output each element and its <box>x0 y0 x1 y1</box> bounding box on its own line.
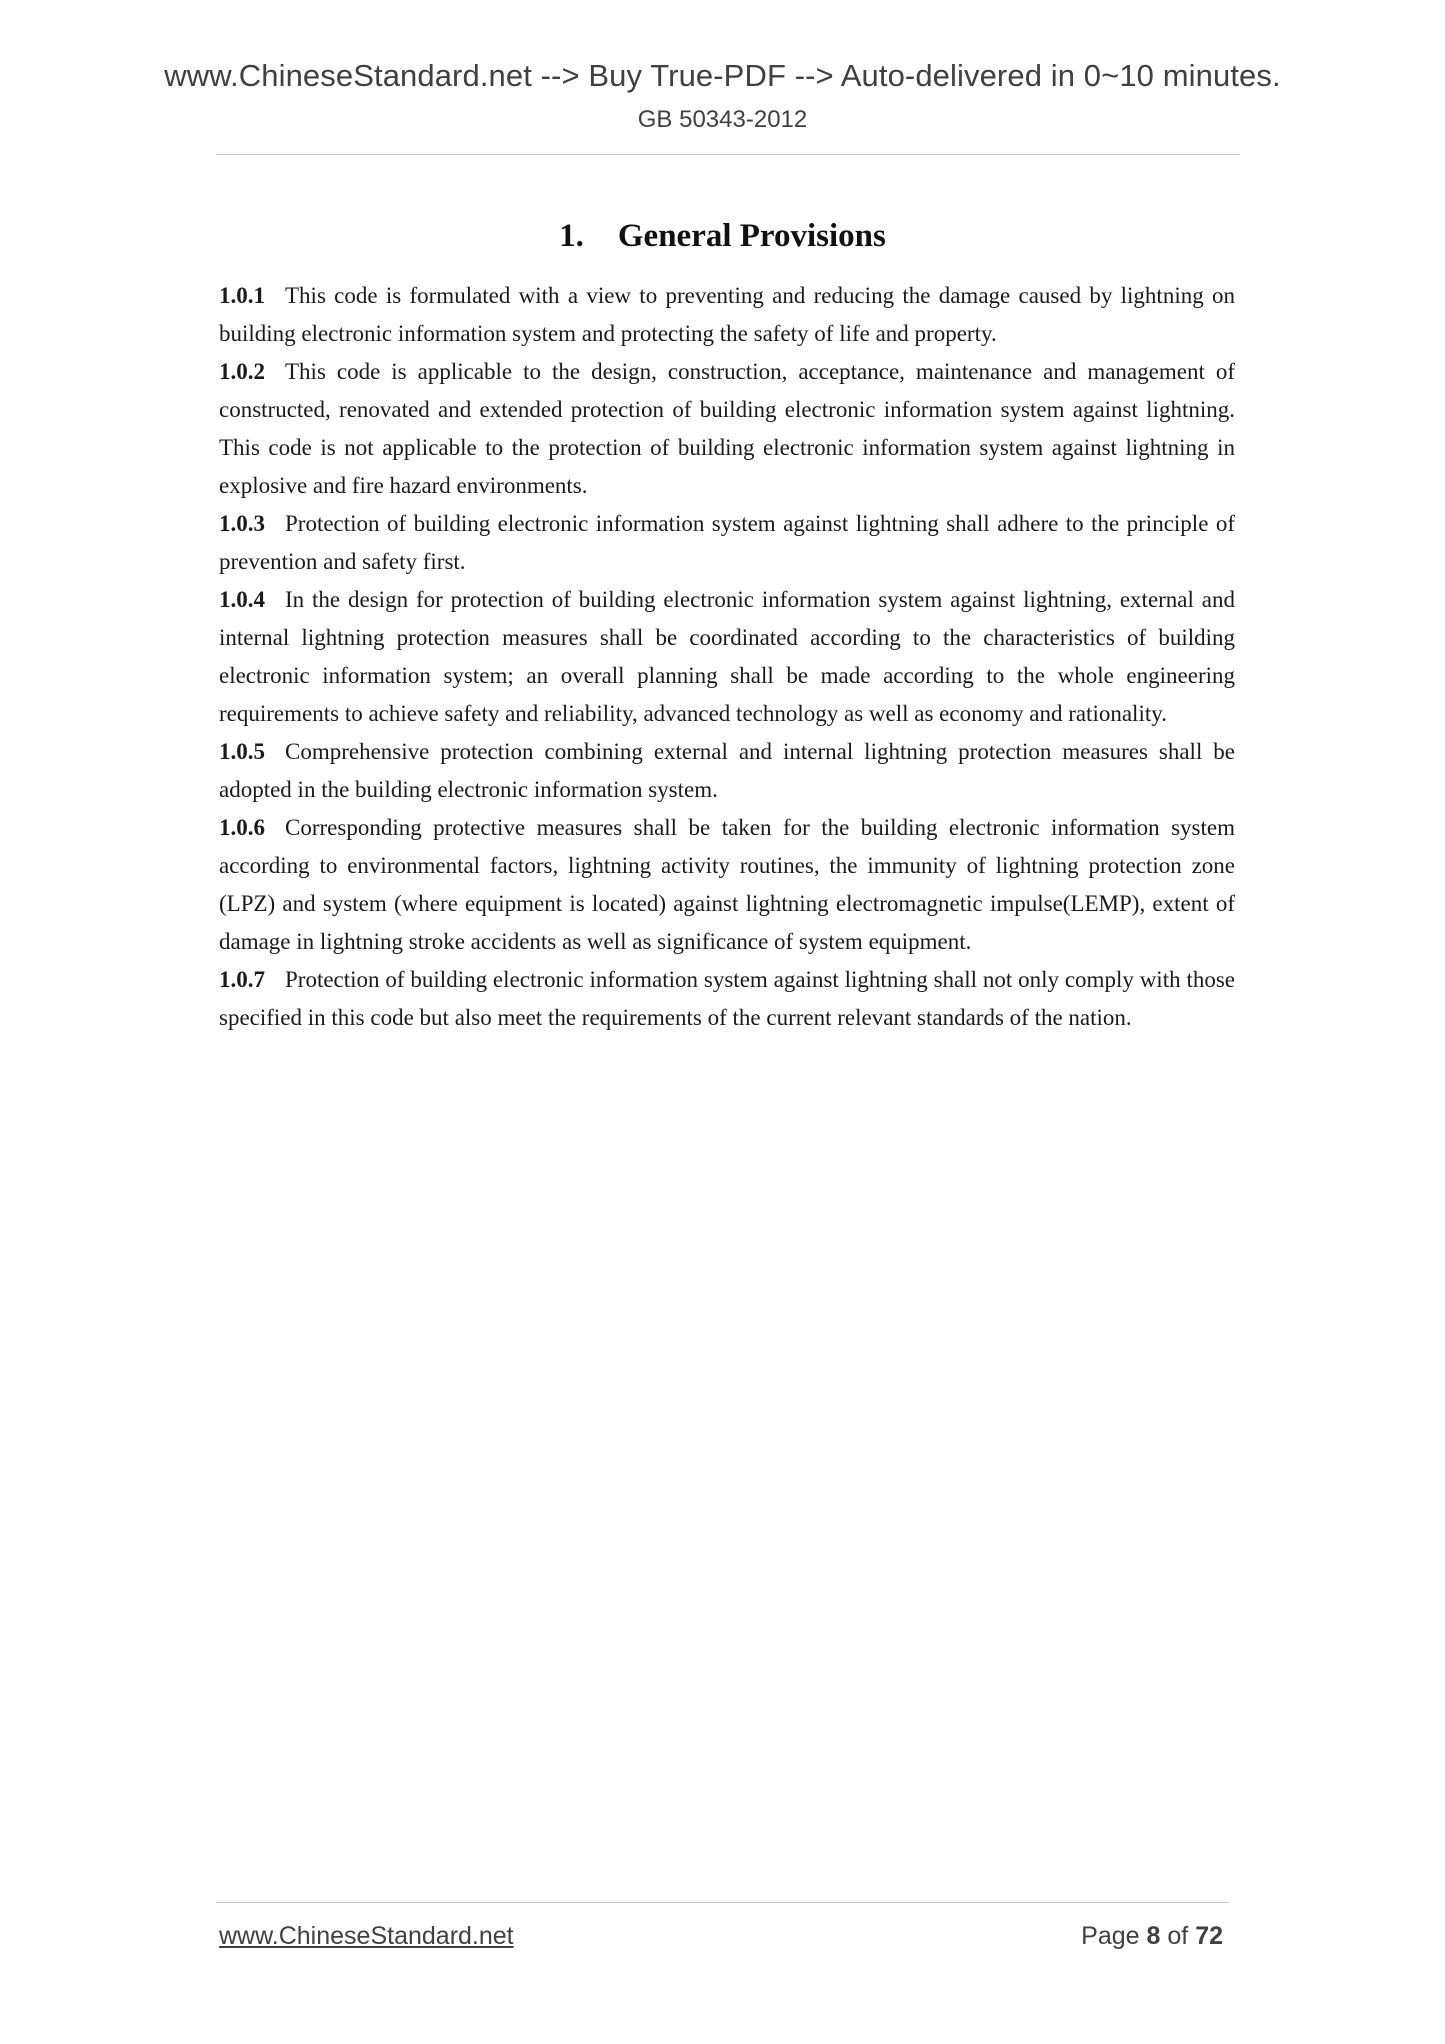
header-banner: www.ChineseStandard.net --> Buy True-PDF --> Auto-delivered in 0~10 minutes. <box>164 58 1281 93</box>
clause-number: 1.0.6 <box>219 815 265 840</box>
clause-text: In the design for protection of building electronic information system against lightning, external and internal lightning protection measures shall be coordinated according to the characteristics of building electronic information system; an overall planning shall be made according to the whole engineering requirements to achieve safety and reliability, advanced technology as well as economy and rationality. <box>219 587 1235 726</box>
page-prefix: Page <box>1081 1922 1140 1950</box>
clause-text: This code is formulated with a view to preventing and reducing the damage caused by lightning on building electronic information system and protecting the safety of life and property. <box>219 283 1235 346</box>
clause-number: 1.0.5 <box>219 739 265 764</box>
clause-number: 1.0.3 <box>219 511 265 536</box>
clause-number: 1.0.1 <box>219 283 265 308</box>
clause-text: Protection of building electronic information system against lightning shall adhere to the principle of prevention and safety first. <box>219 511 1235 574</box>
page-of: of <box>1167 1922 1189 1950</box>
chapter-title-text: General Provisions <box>617 218 886 254</box>
page-indicator <box>1081 1922 1223 1951</box>
page-current: 8 <box>1146 1922 1161 1950</box>
clause-1-0-6 <box>219 809 1235 961</box>
clause-1-0-7 <box>219 961 1235 1037</box>
chapter-number: 1. <box>559 218 584 254</box>
footer-site-link[interactable]: www.ChineseStandard.net <box>219 1922 514 1950</box>
clause-text: This code is applicable to the design, construction, acceptance, maintenance and management of constructed, renovated and extended protection of building electronic information system against lightning. This code is not applicable to the protection of building electronic information system against lightning in explosive and fire hazard environments. <box>219 359 1235 498</box>
clause-1-0-5 <box>219 733 1235 809</box>
clause-1-0-3 <box>219 505 1235 581</box>
clause-number: 1.0.7 <box>219 967 265 992</box>
header-divider <box>216 154 1240 155</box>
page-total: 72 <box>1195 1922 1223 1950</box>
clause-text: Comprehensive protection combining external and internal lightning protection measures shall be adopted in the building electronic information system. <box>219 739 1235 802</box>
clause-1-0-4 <box>219 581 1235 733</box>
standard-code: GB 50343-2012 <box>637 106 808 133</box>
clause-1-0-2 <box>219 353 1235 505</box>
clause-text: Corresponding protective measures shall be taken for the building electronic information system according to environmental factors, lightning activity routines, the immunity of lightning protection zone (LPZ) and system (where equipment is located) against lightning electromagnetic impulse(LEMP), extent of damage in lightning stroke accidents as well as significance of system equipment. <box>219 815 1235 954</box>
footer-divider <box>216 1902 1229 1903</box>
clause-text: Protection of building electronic information system against lightning shall not only comply with those specified in this code but also meet the requirements of the current relevant standards of the nation. <box>219 967 1235 1030</box>
clause-1-0-1 <box>219 277 1235 353</box>
clause-list <box>219 277 1235 1037</box>
chapter-title <box>0 218 1445 255</box>
clause-number: 1.0.2 <box>219 359 265 384</box>
clause-number: 1.0.4 <box>219 587 265 612</box>
